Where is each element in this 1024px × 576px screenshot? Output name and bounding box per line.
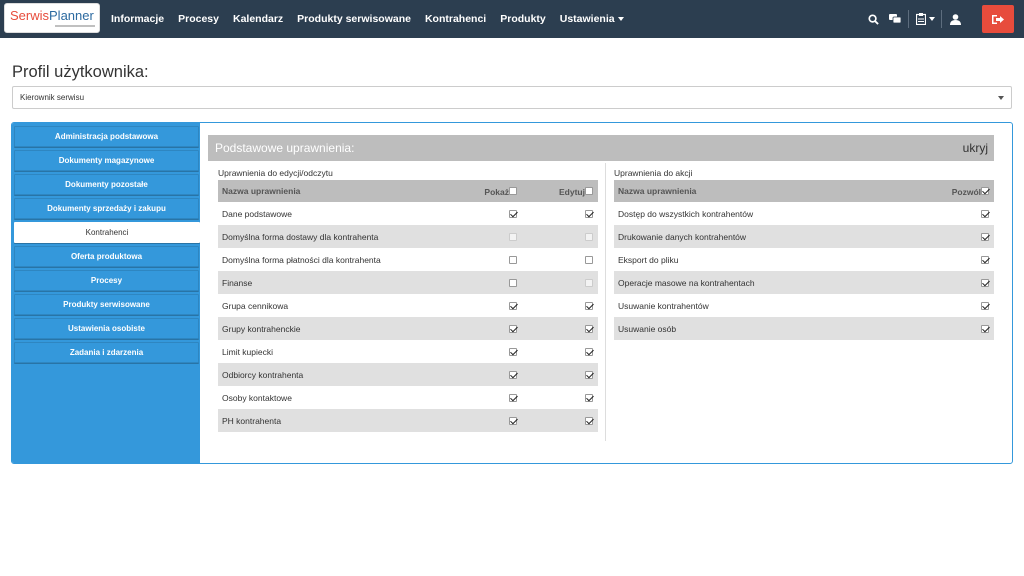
sidebar-item[interactable]: Zadania i zdarzenia: [14, 342, 199, 363]
profile-label: Profil użytkownika:: [12, 63, 149, 81]
user-icon[interactable]: [944, 0, 966, 38]
permission-category-sidebar: [12, 123, 200, 463]
column-header-edit: [522, 180, 598, 202]
action-permissions-column: [614, 167, 994, 340]
top-navbar: [0, 0, 1024, 38]
chevron-down-icon: [998, 96, 1004, 100]
table-row: [218, 409, 598, 432]
edit-checkbox[interactable]: [585, 210, 593, 218]
sidebar-item[interactable]: Oferta produktowa: [14, 246, 199, 267]
show-checkbox[interactable]: [509, 394, 517, 402]
sidebar-item[interactable]: Dokumenty pozostałe: [14, 174, 199, 195]
edit-cell: [522, 409, 598, 432]
allow-cell: [934, 317, 994, 340]
edit-checkbox[interactable]: [585, 394, 593, 402]
allow-cell: [934, 225, 994, 248]
show-cell: [446, 248, 522, 271]
navbar-separator: [908, 10, 909, 28]
show-cell: [446, 409, 522, 432]
permission-name: Usuwanie kontrahentów: [614, 294, 934, 317]
show-cell: [446, 202, 522, 225]
allow-cell: [934, 248, 994, 271]
column-header-show-label: Pokaż: [484, 186, 509, 197]
allow-cell: [934, 202, 994, 225]
table-row: [218, 271, 598, 294]
logo-tagline-mark: [55, 25, 95, 27]
show-checkbox[interactable]: [509, 279, 517, 287]
show-cell: [446, 340, 522, 363]
show-cell: [446, 271, 522, 294]
permission-name: Limit kupiecki: [218, 340, 446, 363]
show-checkbox: [509, 233, 517, 241]
search-icon[interactable]: [862, 0, 884, 38]
show-cell: [446, 294, 522, 317]
show-checkbox[interactable]: [509, 417, 517, 425]
nav-item-procesy[interactable]: Procesy: [178, 13, 219, 25]
table-row: [218, 248, 598, 271]
show-checkbox[interactable]: [509, 256, 517, 264]
show-checkbox[interactable]: [509, 302, 517, 310]
table-row: [218, 225, 598, 248]
show-cell: [446, 225, 522, 248]
permission-name: Osoby kontaktowe: [218, 386, 446, 409]
table-row: [218, 363, 598, 386]
sidebar-item[interactable]: Kontrahenci: [14, 222, 200, 243]
edit-cell: [522, 363, 598, 386]
edit-checkbox[interactable]: [585, 256, 593, 264]
nav-item-kontrahenci[interactable]: Kontrahenci: [424, 13, 487, 25]
edit-checkbox[interactable]: [585, 348, 593, 356]
table-row: [614, 225, 994, 248]
column-divider: [605, 163, 606, 441]
table-row: [218, 340, 598, 363]
edit-permissions-caption: Uprawnienia do edycji/odczytu: [218, 168, 333, 178]
table-row: [218, 317, 598, 340]
show-checkbox[interactable]: [509, 348, 517, 356]
allow-checkbox[interactable]: [981, 233, 989, 241]
edit-cell: [522, 225, 598, 248]
select-all-show-checkbox[interactable]: [509, 187, 517, 195]
allow-checkbox[interactable]: [981, 256, 989, 264]
column-header-allow: [934, 180, 994, 202]
action-permissions-table: [614, 180, 994, 340]
chevron-down-icon: [929, 17, 935, 21]
show-checkbox[interactable]: [509, 210, 517, 218]
allow-checkbox[interactable]: [981, 325, 989, 333]
edit-cell: [522, 248, 598, 271]
logo-part-serwis: Serwis: [10, 8, 50, 23]
table-row: [614, 271, 994, 294]
allow-checkbox[interactable]: [981, 302, 989, 310]
permission-name: Drukowanie danych kontrahentów: [614, 225, 934, 248]
table-row: [614, 294, 994, 317]
column-header-name: [218, 180, 446, 202]
sidebar-item[interactable]: Dokumenty sprzedaży i zakupu: [14, 198, 199, 219]
section-header: [208, 135, 994, 161]
allow-cell: [934, 294, 994, 317]
show-cell: [446, 363, 522, 386]
table-row: [614, 202, 994, 225]
nav-item-produkty-serwisowane[interactable]: Produkty serwisowane: [297, 13, 411, 25]
permission-name: Dane podstawowe: [218, 202, 446, 225]
edit-cell: [522, 271, 598, 294]
clipboard-icon[interactable]: [911, 0, 939, 38]
edit-checkbox[interactable]: [585, 371, 593, 379]
show-cell: [446, 386, 522, 409]
edit-checkbox[interactable]: [585, 302, 593, 310]
permission-name: Domyślna forma dostawy dla kontrahenta: [218, 225, 446, 248]
permission-name: Odbiorcy kontrahenta: [218, 363, 446, 386]
show-checkbox[interactable]: [509, 371, 517, 379]
nav-item-kalendarz[interactable]: Kalendarz: [232, 13, 284, 25]
permission-name: Dostęp do wszystkich kontrahentów: [614, 202, 934, 225]
navbar-tools: [862, 0, 1024, 38]
edit-checkbox: [585, 233, 593, 241]
navbar-separator: [941, 10, 942, 28]
permission-name: Operacje masowe na kontrahentach: [614, 271, 934, 294]
edit-cell: [522, 317, 598, 340]
sidebar-item[interactable]: Dokumenty magazynowe: [14, 150, 199, 171]
column-header-show: [446, 180, 522, 202]
nav-item-produkty[interactable]: Produkty: [500, 13, 546, 25]
sidebar-item[interactable]: Produkty serwisowane: [14, 294, 199, 315]
column-header-name-label: Nazwa uprawnienia: [618, 186, 697, 196]
logout-button[interactable]: [982, 5, 1014, 33]
logout-icon: [992, 14, 1004, 25]
nav-item-informacje[interactable]: Informacje: [111, 13, 165, 25]
select-all-edit-checkbox[interactable]: [585, 187, 593, 195]
app-logo[interactable]: [4, 3, 100, 33]
logo-part-planner: Planner: [49, 8, 94, 23]
sidebar-item[interactable]: Ustawienia osobiste: [14, 318, 199, 339]
logo-text: [10, 8, 94, 23]
show-cell: [446, 317, 522, 340]
nav-item-ustawienia-label: Ustawienia: [559, 13, 615, 25]
chat-icon[interactable]: [884, 0, 906, 38]
allow-cell: [934, 271, 994, 294]
permission-name: Usuwanie osób: [614, 317, 934, 340]
main-menu: [104, 0, 631, 38]
table-row: [218, 386, 598, 409]
table-row: [614, 248, 994, 271]
edit-permissions-column: [218, 167, 598, 432]
column-header-name: [614, 180, 934, 202]
permission-name: Grupy kontrahenckie: [218, 317, 446, 340]
edit-cell: [522, 202, 598, 225]
column-header-allow-label: Pozwól: [951, 186, 981, 197]
permission-name: Grupa cennikowa: [218, 294, 446, 317]
edit-checkbox[interactable]: [585, 325, 593, 333]
permission-name: Eksport do pliku: [614, 248, 934, 271]
edit-cell: [522, 294, 598, 317]
sidebar-item[interactable]: Administracja podstawowa: [14, 126, 199, 147]
allow-checkbox[interactable]: [981, 210, 989, 218]
chevron-down-icon: [618, 17, 624, 21]
table-row: [614, 317, 994, 340]
section-title: Podstawowe uprawnienia:: [215, 141, 355, 155]
nav-item-ustawienia[interactable]: [553, 13, 631, 25]
edit-cell: [522, 340, 598, 363]
permission-name: Finanse: [218, 271, 446, 294]
edit-permissions-table: [218, 180, 598, 432]
profile-select-value: Kierownik serwisu: [20, 93, 85, 102]
permission-name: Domyślna forma płatności dla kontrahenta: [218, 248, 446, 271]
select-all-allow-checkbox[interactable]: [981, 187, 989, 195]
allow-checkbox[interactable]: [981, 279, 989, 287]
permission-name: PH kontrahenta: [218, 409, 446, 432]
show-checkbox[interactable]: [509, 325, 517, 333]
column-header-name-label: Nazwa uprawnienia: [222, 186, 301, 196]
table-row: [218, 294, 598, 317]
column-header-edit-label: Edytuj: [559, 186, 585, 197]
hide-section-link[interactable]: ukryj: [962, 141, 988, 155]
table-row: [218, 202, 598, 225]
permissions-panel: [11, 122, 1013, 464]
sidebar-item[interactable]: Procesy: [14, 270, 199, 291]
edit-checkbox: [585, 279, 593, 287]
profile-select[interactable]: [12, 86, 1012, 109]
edit-cell: [522, 386, 598, 409]
action-permissions-caption: Uprawnienia do akcji: [614, 168, 693, 178]
permissions-content: [208, 135, 994, 426]
edit-checkbox[interactable]: [585, 417, 593, 425]
